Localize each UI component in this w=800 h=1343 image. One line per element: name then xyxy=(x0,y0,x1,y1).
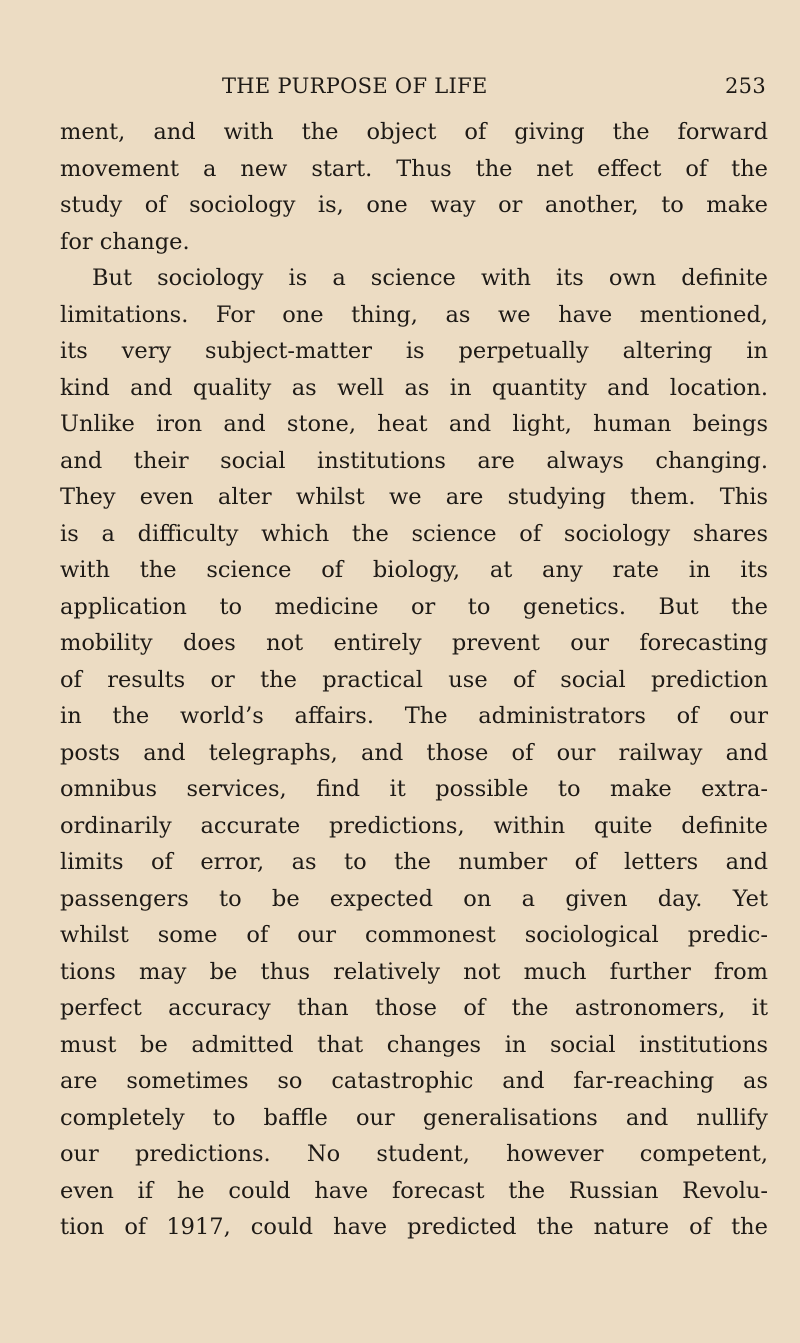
text-line: study of sociology is, one way or another, to make xyxy=(60,192,768,218)
text-line: movement a new start. Thus the net effect of the xyxy=(60,155,768,182)
text-line: ment, and with the object of giving the forward xyxy=(60,119,768,145)
running-title: THE PURPOSE OF LIFE xyxy=(222,74,488,98)
text-line: Unlike iron and stone, heat and light, human beings xyxy=(60,411,768,437)
text-line: passengers to be expected on a given day. Yet xyxy=(60,885,768,912)
text-line: even if he could have forecast the Russian Revolu- xyxy=(60,1177,768,1204)
text-line: completely to baffle our generalisations and nullify xyxy=(60,1104,768,1131)
text-line: kind and quality as well as in quantity and location. xyxy=(60,374,768,401)
text-line: whilst some of our commonest sociological predic- xyxy=(60,922,768,948)
text-line: posts and telegraphs, and those of our railway and xyxy=(60,739,768,766)
text-line: must be admitted that changes in social institutions xyxy=(60,1031,768,1058)
text-line: tion of 1917, could have predicted the nature of the xyxy=(60,1214,768,1240)
text-line: limitations. For one thing, as we have mentioned, xyxy=(60,301,768,328)
text-line: They even alter whilst we are studying them. This xyxy=(60,484,768,510)
text-line: in the world’s affairs. The administrators of our xyxy=(60,703,768,729)
text-line: omnibus services, find it possible to make extra- xyxy=(60,776,768,802)
text-line: our predictions. No student, however competent, xyxy=(60,1141,768,1167)
text-line: perfect accuracy than those of the astronomers, it xyxy=(60,995,768,1021)
page-number: 253 xyxy=(725,74,766,98)
text-line: for change. xyxy=(60,228,190,255)
body-text xyxy=(60,114,768,1246)
text-line: and their social institutions are always changing. xyxy=(60,447,768,474)
text-line: of results or the practical use of social prediction xyxy=(60,666,768,693)
text-line: its very subject-matter is perpetually altering in xyxy=(60,338,768,364)
text-line: is a difficulty which the science of sociology shares xyxy=(60,520,768,547)
text-line: mobility does not entirely prevent our forecasting xyxy=(60,630,768,656)
text-line: are sometimes so catastrophic and far-reaching as xyxy=(60,1068,768,1094)
text-line: with the science of biology, at any rate in its xyxy=(60,557,768,583)
text-line: But sociology is a science with its own definite xyxy=(92,265,768,291)
text-line: tions may be thus relatively not much further from xyxy=(60,958,768,985)
text-line: ordinarily accurate predictions, within quite definite xyxy=(60,812,768,839)
text-line: application to medicine or to genetics. But the xyxy=(60,593,768,620)
text-line: limits of error, as to the number of letters and xyxy=(60,849,768,875)
